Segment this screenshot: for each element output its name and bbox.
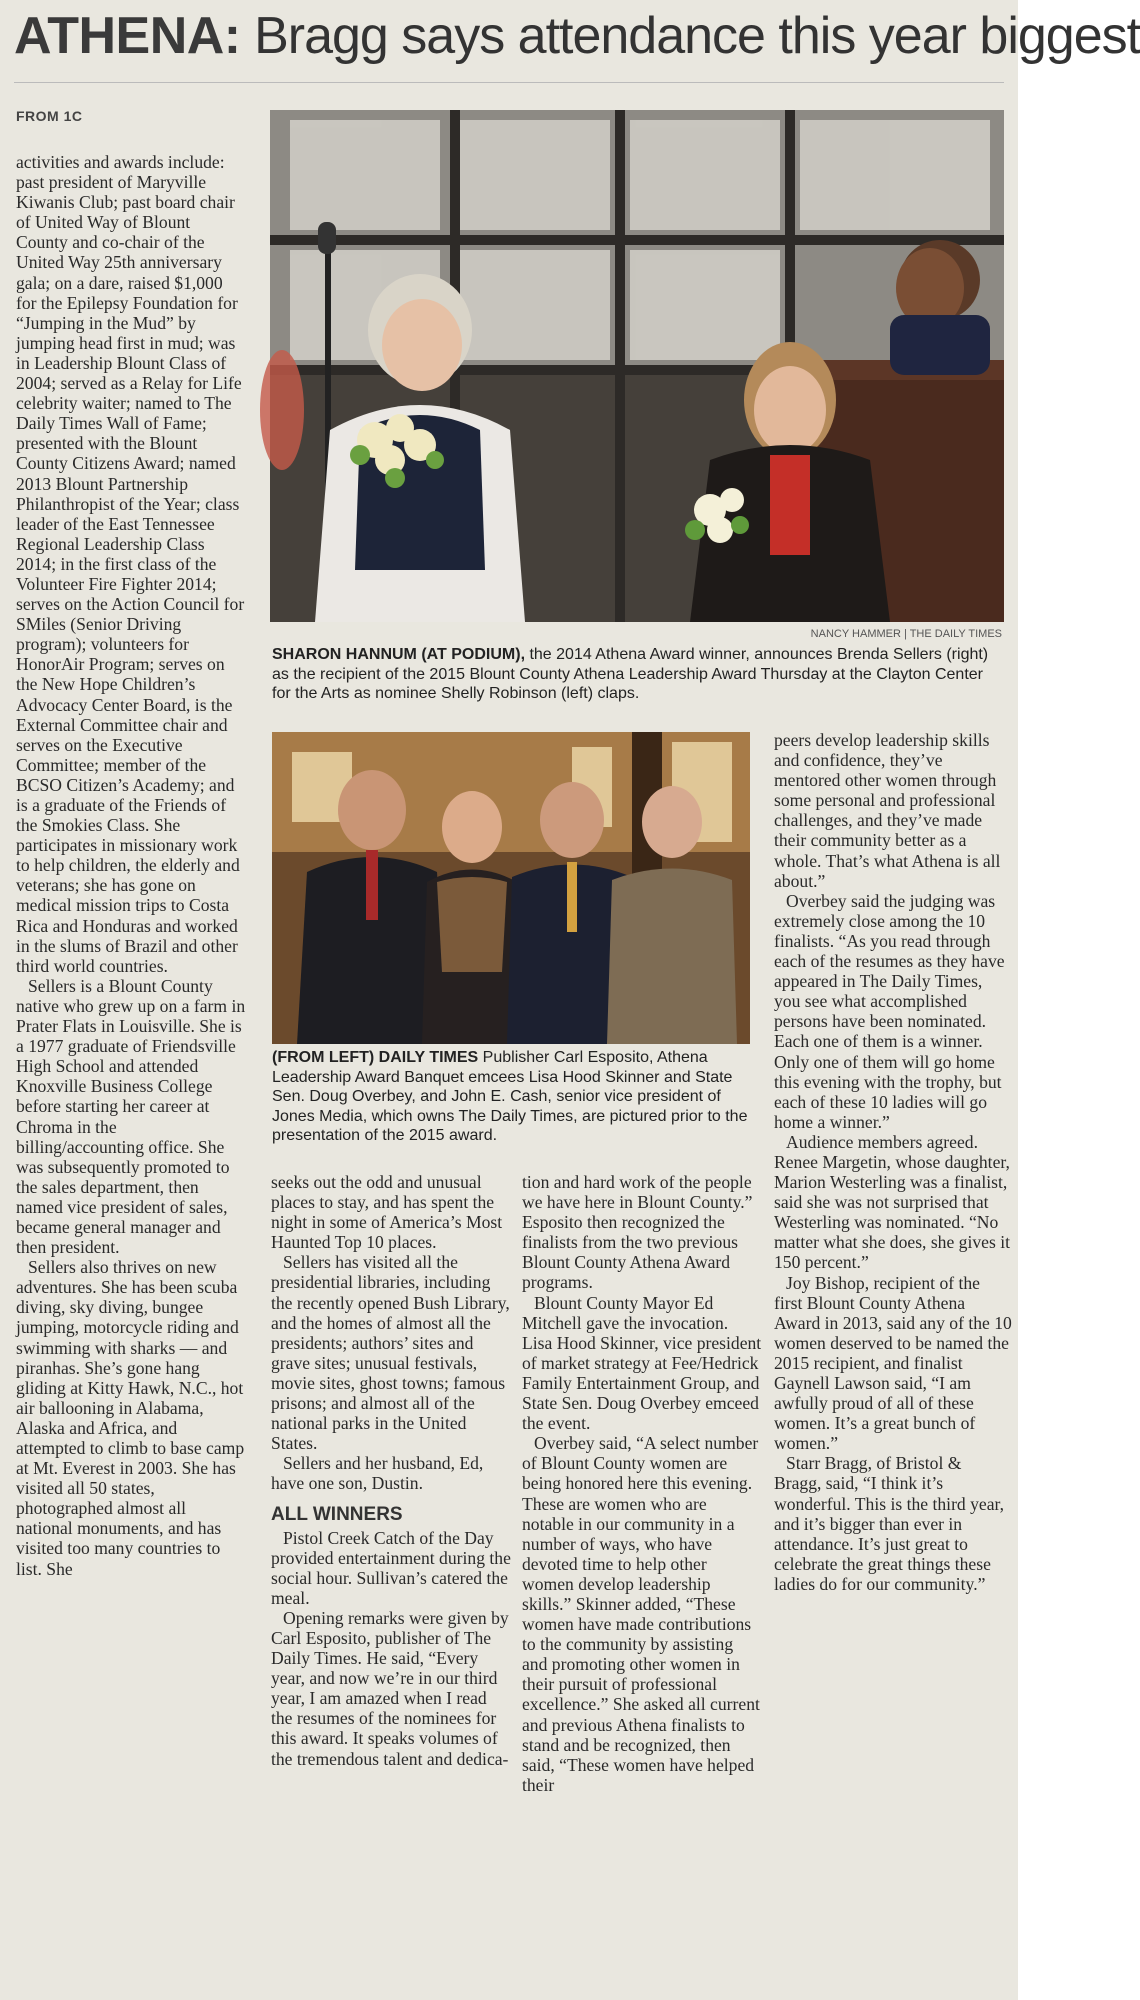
paragraph: peers develop leadership skills and confidence, they’ve mentored other women through some personal and professional challenges, and they’ve made their community better as a whole. That’s what Athena is all about.” [774,730,1001,891]
paragraph: activities and awards include: past president of Maryville Kiwanis Club; past board chair of United Way of Blount County and co-chair of the United Way 25th anniversary gala; on a dare, raised $1,000 for the Epilepsy Foundation for “Jumping in the Mud” by jumping head first in mud; was in Leadership Blount Class of 2004; served as a Relay for Life celebrity waiter; named to The Daily Times Wall of Fame; presented with the Blount County Citizens Award; named 2013 Blount Partnership Philanthropist of the Year; class leader of the East Tennessee Regional Leadership Class 2014; in the first class of the Volunteer Fire Fighter 2014; serves on the Action Council for SMiles (Senior Driving program); volunteers for HonorAir Program; serves on the New Hope Children’s Advocacy Center Board, is the External Committee chair and serves on the Executive Committee; member of the BCSO Citizen’s Academy; and is a graduate of the Friends of the Smokies Class. She participates in missionary work to help children, the elderly and veterans; she has gone on medical mission trips to Costa Rica and Honduras and worked in the slums of Brazil and other third world countries. [16,152,245,976]
paragraph: Starr Bragg, of Bristol & Bragg, said, “I think it’s wonderful. This is the third year, and it’s bigger than ever in attendance. It’s just great to celebrate the great things these ladies do for our community.” [774,1453,1005,1594]
subhead: ALL WINNERS [271,1503,403,1525]
award-ceremony-photo [270,110,1004,622]
caption-lead: SHARON HANNUM (AT PODIUM), [272,646,526,663]
paragraph: tion and hard work of the people we have here in Blount County.” Esposito then recognized the finalists from the two previous Blount County Athena Award programs. [522,1172,753,1293]
article-column-3 [522,1172,762,1795]
paragraph: Opening remarks were given by Carl Esposito, publisher of The Daily Times. He said, “Every year, and now we’re in our third year, I am amazed when I read the resumes of the nominees for this award. It speaks volumes of the tremendous talent and dedica- [271,1607,509,1769]
group-portrait-photo [272,732,750,1044]
photo-caption [272,1048,750,1146]
paragraph: Joy Bishop, recipient of the first Blount County Athena Award in 2013, said any of the 10 women deserved to be named the 2015 recipient, and finalist Gaynell Lawson said, “I am awfully proud of all of these women. It’s a great bunch of women.” [774,1272,1012,1454]
headline-rule [14,82,1004,83]
paragraph: Audience members agreed. Renee Margetin, whose daughter, Marion Westerling was a finalist, said she was not surprised that Westerling was nominated. “No matter what she does, she gives it 150 percent.” [774,1131,1010,1273]
paragraph: Overbey said the judging was extremely close among the 10 finalists. “As you read through each of the resumes as they have appeared in The Daily Times, you see what accomplished persons have been nominated. Each one of them is a winner. Only one of them will go home this evening with the trophy, but each of these 10 ladies will go home a winner.” [774,890,1005,1132]
photo-caption [272,645,1004,704]
photo-credit: NANCY HAMMER | THE DAILY TIMES [810,628,1002,640]
paragraph: Sellers also thrives on new adventures. She has been scuba diving, sky diving, bungee jumping, motorcycle riding and swimming with sharks — and piranhas. She’s gone hang gliding at Kitty Hawk, N.C., hot air ballooning in Alabama, Alaska and Africa, and attempted to climb to base camp at Mt. Everest in 2003. She has visited all 50 states, photographed almost all national monuments, and has visited too many countries to list. She [16,1257,245,1579]
paragraph: Sellers is a Blount County native who grew up on a farm in Prater Flats in Louisville. She is a 1977 graduate of Friendsville High School and attended Knoxville Business College before starting her career at Chroma in the billing/accounting office. She was subsequently promoted to the sales department, then named vice president of sales, became general manager and then president. [16,975,246,1258]
paragraph: seeks out the odd and unusual places to stay, and has spent the night in some of America’s Most Haunted Top 10 places. [271,1172,503,1253]
jump-line: FROM 1C [16,108,83,124]
caption-lead: (FROM LEFT) DAILY TIMES [272,1049,479,1066]
article-column-2 [271,1172,511,1769]
headline [14,6,1140,66]
article-column-1 [16,152,246,1579]
paragraph: Sellers and her husband, Ed, have one son, Dustin. [271,1453,484,1494]
paragraph: Pistol Creek Catch of the Day provided entertainment during the social hour. Sullivan’s catered the meal. [271,1527,511,1608]
paragraph: Overbey said, “A select number of Blount County women are being honored here this evening. These are women who are notable in our community in a number of ways, who have devoted time to help other women develop leadership skills.” Skinner added, “These women have made contributions to the community by assisting and promoting other women in their pursuit of professional excellence.” She asked all current and previous Athena finalists to stand and be recognized, then said, “These women have helped their [522,1433,760,1795]
caption-body: the 2014 Athena Award winner, announces Brenda Sellers (right) as the recipient of the 2015 Blount County Athena Leadership Award Thursday at the Clayton Center for the Arts as nominee Shelly Robinson (left) claps. [272,646,989,702]
paragraph: Blount County Mayor Ed Mitchell gave the invocation. Lisa Hood Skinner, vice president of market strategy at Fee/Hedrick Family Entertainment Group, and State Sen. Doug Overbey emceed the event. [522,1292,762,1434]
headline-text: Bragg says attendance this year biggest [240,7,1140,65]
caption-body: Publisher Carl Esposito, Athena Leadership Award Banquet emcees Lisa Hood Skinner and State Sen. Doug Overbey, and John E. Cash, senior vice president of Jones Media, which owns The Daily Times, are pictured prior to the presentation of the 2015 award. [272,1049,748,1144]
paragraph: Sellers has visited all the presidential libraries, including the recently opened Bush Library, and the homes of almost all the presidents; authors’ sites and grave sites; unusual festivals, movie sites, ghost towns; famous prisons; and almost all of the national parks in the United States. [271,1252,510,1454]
headline-kicker: ATHENA: [14,7,241,65]
article-column-4 [774,730,1012,1594]
